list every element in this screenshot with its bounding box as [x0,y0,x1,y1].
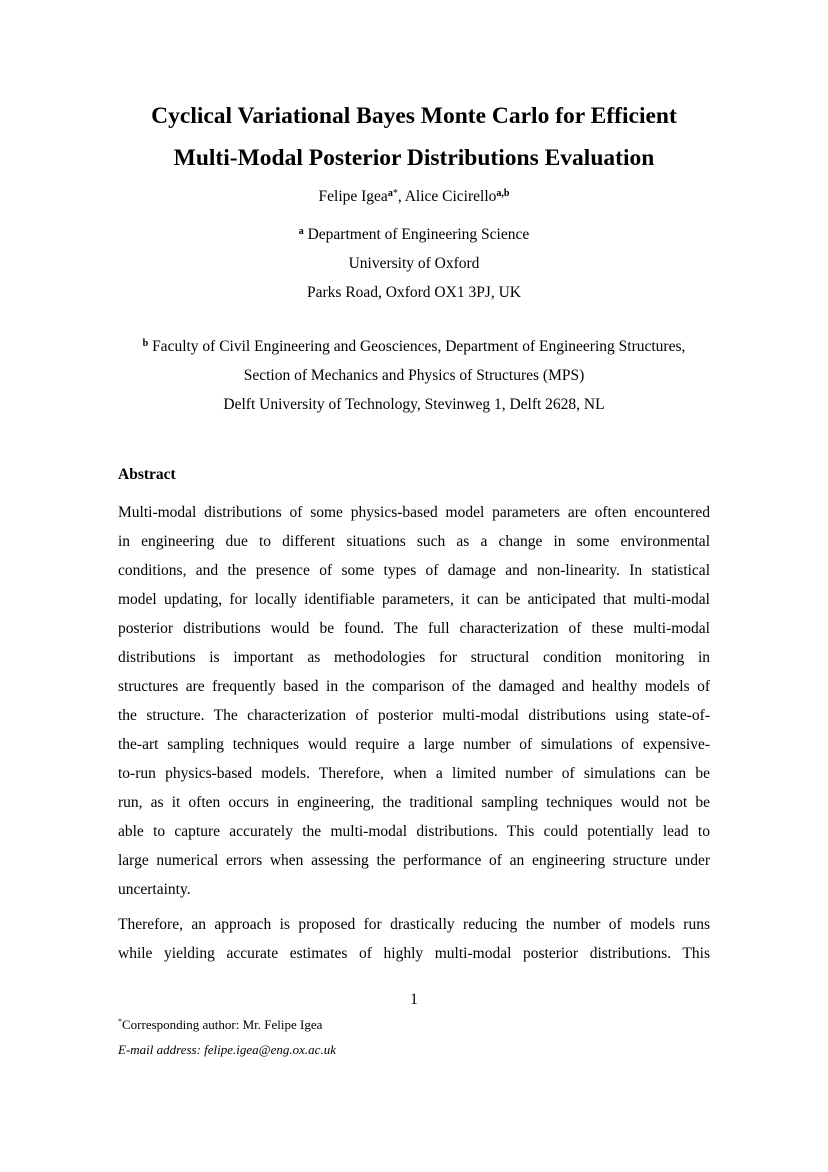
paper-title [60,95,768,179]
affiliation-line: Department of Engineering Science [303,226,530,243]
text-line: Therefore, an approach is proposed for drastically reducing the number of models runs [118,916,710,933]
title-line-2: Multi-Modal Posterior Distributions Evaluation [173,145,655,171]
text-line: the structure. The characterization of posterior multi-modal distributions using state-of- [118,707,710,724]
author-list [0,185,828,209]
text-line: posterior distributions would be found. The full characterization of these multi-modal [118,620,710,637]
text-line: able to capture accurately the multi-modal distributions. This could potentially lead to [118,823,710,840]
text-line: in engineering due to different situations such as a change in some environmental [118,533,710,550]
text-line: distributions is important as methodologies for structural condition monitoring in [118,649,710,666]
email-footnote: E-mail address: felipe.igea@eng.ox.ac.uk [118,1042,336,1057]
text-line: run, as it often occurs in engineering, the traditional sampling techniques would not be [118,794,710,811]
footnote-text: Corresponding author: Mr. Felipe Igea [122,1017,323,1032]
corresponding-author-footnote [118,1015,322,1035]
affiliation-line: Faculty of Civil Engineering and Geosciences, Department of Engineering Structures, [148,338,686,355]
affiliation-line: Section of Mechanics and Physics of Structures (MPS) [243,367,585,384]
text-line: while yielding accurate estimates of highly multi-modal posterior distributions. This [118,945,710,962]
text-line: the-art sampling techniques would require a large number of simulations of expensive- [118,736,710,753]
author-name: Alice Cicirello [404,188,497,205]
text-line: large numerical errors when assessing the performance of an engineering structure under [118,852,710,869]
abstract-heading: Abstract [118,466,176,483]
text-line: structures are frequently based in the comparison of the damaged and healthy models of [118,678,710,695]
text-line: to-run physics-based models. Therefore, when a limited number of simulations can be [118,765,710,782]
text-line: Multi-modal distributions of some physics-based model parameters are often encountered [118,504,710,521]
footnote-marker: * [118,1017,122,1026]
page-number: 1 [410,991,418,1008]
affiliation-marker: b [142,338,149,349]
affiliation-line: Delft University of Technology, Stevinweg 1, Delft 2628, NL [223,396,605,413]
affiliation-b [0,332,828,419]
abstract-paragraph-1 [118,498,710,904]
affiliation-marker: a [298,226,304,237]
author-affiliation-marker: a [387,188,393,199]
corresponding-author-marker: * [392,188,398,199]
author-name: Felipe Igea [318,188,388,205]
author-separator: , [397,188,405,205]
affiliation-line: University of Oxford [348,255,480,272]
text-line: model updating, for locally identifiable parameters, it can be anticipated that multi-modal [118,591,710,608]
text-line: uncertainty. [118,881,191,898]
author-affiliation-marker: a,b [496,188,510,199]
affiliation-line: Parks Road, Oxford OX1 3PJ, UK [307,284,521,301]
text-line: conditions, and the presence of some types of damage and non-linearity. In statistical [118,562,710,579]
abstract-paragraph-2 [118,910,710,968]
title-line-1: Cyclical Variational Bayes Monte Carlo for Efficient [151,103,677,129]
affiliation-a [0,220,828,307]
